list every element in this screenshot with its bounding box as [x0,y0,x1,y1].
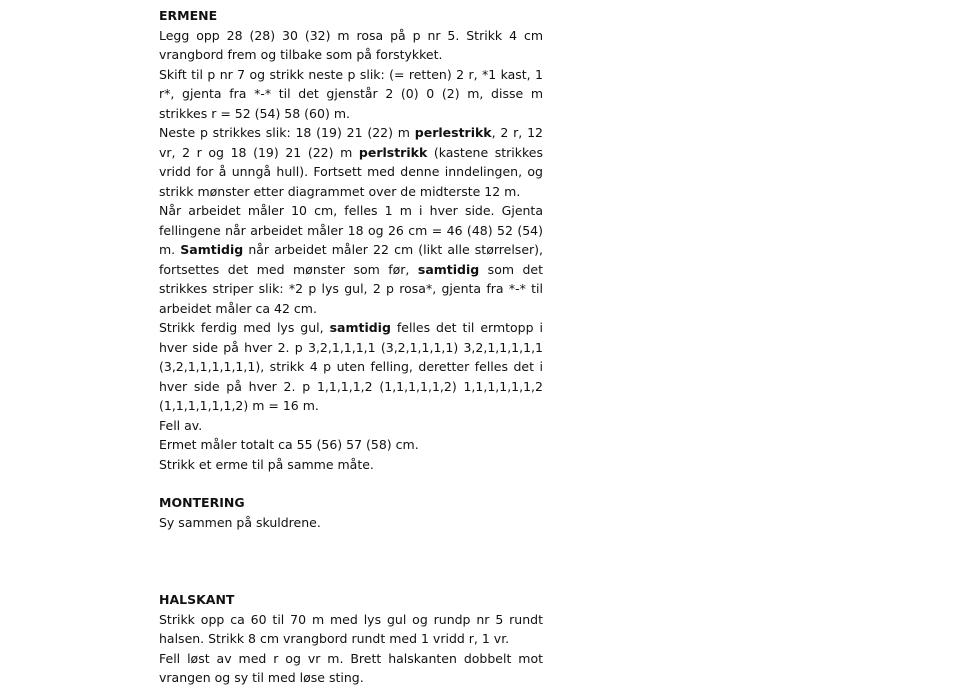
bold-term: samtidig [417,261,480,277]
paragraph: Skift til p nr 7 og strikk neste p slik: (= retten) 2 r, *1 kast, 1 r*, gjenta fra *-* til det gjenstår 2 (0) 0 (2) m, disse m strikkes r = 52 (54) 58 (60) m. [159,66,543,121]
text-run: (kastene strikkes vridd for å unngå hull). Fortsett med denne inndelingen, og strikk mønster etter diagrammet over de midterste 12 m. [159,144,543,199]
document-page [159,6,543,688]
spacer [159,532,543,590]
text-run: som det strikkes striper slik: *2 p lys gul, 2 p rosa*, gjenta fra *-* til arbeidet måler ca 42 cm. [159,261,544,316]
text-run: Neste p strikkes slik: 18 (19) 21 (22) m [159,125,415,140]
section-heading-halskant: HALSKANT [159,592,235,607]
paragraph [159,123,543,201]
paragraph: Sy sammen på skuldrene. [159,514,321,530]
paragraph: Strikk opp ca 60 til 70 m med lys gul og rundp nr 5 rundt halsen. Strikk 8 cm vrangbord rundt med 1 vridd r, 1 vr. [159,611,543,646]
section-heading-ermene: ERMENE [159,8,218,23]
section-ermene [159,6,543,474]
paragraph [159,318,543,416]
text-run: Strikk ferdig med lys gul, [159,320,330,335]
bold-term: perlestrikk [414,125,492,140]
paragraph: Legg opp 28 (28) 30 (32) m rosa på p nr 5. Strikk 4 cm vrangbord frem og tilbake som på forstykket. [159,27,543,62]
paragraph: Strikk et erme til på samme måte. [159,456,374,472]
spacer [159,474,543,493]
bold-term: Samtidig [180,242,244,257]
bold-term: perlstrikk [358,144,428,160]
bold-term: samtidig [329,320,391,335]
text-run: , 2 r, 12 vr, 2 r og 18 (19) 21 (22) m [159,125,543,160]
paragraph: Fell av. [159,417,203,433]
text-run: felles det til ermtopp i hver side på hver 2. p 3,2,1,1,1,1 (3,2,1,1,1,1) 3,2,1,1,1,1,1 (3,2,1,1,1,1,1,1), strikk 4 p uten felling, deretter felles det i hver side på hver 2. p 1,1,1,1,2 (1,1,1,1,1,2) 1,1,1,1,1,1,2 (1,1,1,1,1,1,2) m = 16 m. [159,320,543,413]
paragraph: Fell løst av med r og vr m. Brett halskanten dobbelt mot vrangen og sy til med løse sting. [159,650,543,685]
paragraph [159,201,543,318]
text-run: Når arbeidet måler 10 cm, felles 1 m i hver side. Gjenta fellingene når arbeidet måler 18 og 26 cm = 46 (48) 52 (54) m. [159,203,543,257]
section-heading-montering: MONTERING [159,495,245,510]
paragraph: Ermet måler totalt ca 55 (56) 57 (58) cm. [159,437,419,452]
section-halskant [159,590,543,688]
section-montering [159,493,543,532]
text-run: når arbeidet måler 22 cm (likt alle størrelser), fortsettes det med mønster som før, [159,242,543,277]
